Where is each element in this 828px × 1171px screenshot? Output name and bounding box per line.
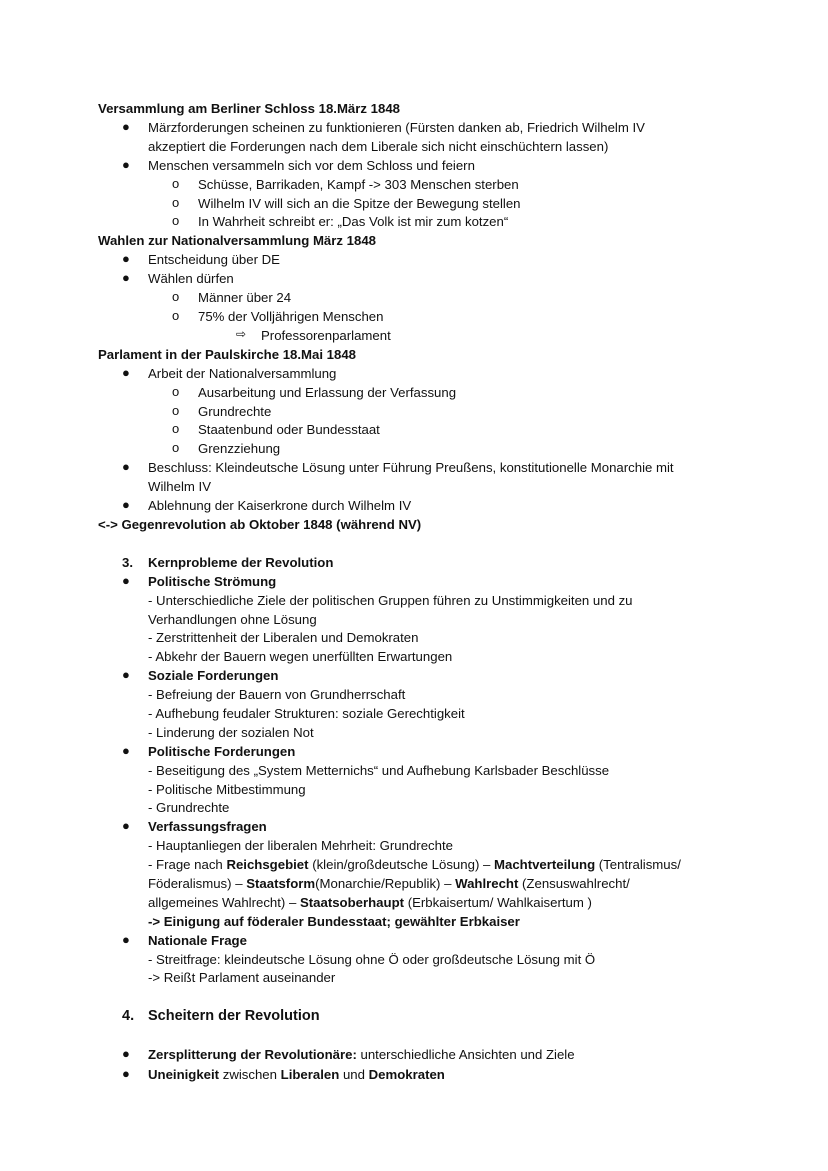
section-title: Kernprobleme der Revolution: [148, 555, 334, 570]
topic-line: - Frage nach Reichsgebiet (klein/großdeutsche Lösung) – Machtverteilung (Tentralismus/: [148, 857, 681, 872]
bullet-icon: ●: [122, 932, 130, 947]
topic-line: -> Reißt Parlament auseinander: [148, 970, 336, 985]
topic-title: Verfassungsfragen: [148, 819, 267, 834]
topic-line: - Zerstrittenheit der Liberalen und Demokraten: [148, 630, 419, 645]
bullet-icon: ●: [122, 270, 130, 285]
topic-title: Soziale Forderungen: [148, 668, 279, 683]
bullet-icon: ●: [122, 818, 130, 833]
section-heading: Versammlung am Berliner Schloss 18.März 1848: [98, 101, 400, 116]
section-heading: Wahlen zur Nationalversammlung März 1848: [98, 233, 376, 248]
circle-bullet-icon: o: [172, 176, 180, 191]
circle-bullet-icon: o: [172, 213, 180, 228]
list-item: Zersplitterung der Revolutionäre: unterschiedliche Ansichten und Ziele: [148, 1047, 575, 1062]
topic-line: - Befreiung der Bauern von Grundherrschaft: [148, 687, 406, 702]
topic-title: Nationale Frage: [148, 933, 247, 948]
topic-line: Föderalismus) – Staatsform(Monarchie/Republik) – Wahlrecht (Zensuswahlrecht/: [148, 876, 630, 891]
circle-bullet-icon: o: [172, 421, 180, 436]
topic-line: - Beseitigung des „System Metternichs“ und Aufhebung Karlsbader Beschlüsse: [148, 763, 610, 778]
circle-bullet-icon: o: [172, 195, 180, 210]
section-number: 3.: [122, 555, 133, 570]
bullet-icon: ●: [122, 497, 130, 512]
counter-revolution-heading: <-> Gegenrevolution ab Oktober 1848 (während NV): [98, 517, 422, 532]
list-item: Arbeit der Nationalversammlung: [148, 366, 337, 381]
sub-list-item: Grenzziehung: [198, 441, 281, 456]
section-heading: Parlament in der Paulskirche 18.Mai 1848: [98, 347, 357, 362]
circle-bullet-icon: o: [172, 403, 180, 418]
list-item-continuation: Wilhelm IV: [148, 479, 212, 494]
list-item: Uneinigkeit zwischen Liberalen und Demokraten: [148, 1067, 445, 1082]
topic-line: - Hauptanliegen der liberalen Mehrheit: Grundrechte: [148, 838, 453, 853]
topic-line: - Linderung der sozialen Not: [148, 725, 314, 740]
bullet-icon: ●: [122, 365, 130, 380]
bullet-icon: ●: [122, 459, 130, 474]
topic-line: - Politische Mitbestimmung: [148, 782, 306, 797]
bullet-icon: ●: [122, 157, 130, 172]
sub-list-item: 75% der Volljährigen Menschen: [198, 309, 384, 324]
sub-list-item: Männer über 24: [198, 290, 292, 305]
topic-line: - Grundrechte: [148, 800, 230, 815]
bullet-icon: ●: [122, 667, 130, 682]
topic-title: Politische Strömung: [148, 574, 277, 589]
sub-list-item: Schüsse, Barrikaden, Kampf -> 303 Menschen sterben: [198, 177, 519, 192]
topic-line: Verhandlungen ohne Lösung: [148, 612, 317, 627]
topic-conclusion: -> Einigung auf föderaler Bundesstaat; gewählter Erbkaiser: [148, 914, 520, 929]
sub-list-item: Wilhelm IV will sich an die Spitze der Bewegung stellen: [198, 196, 521, 211]
topic-line: allgemeines Wahlrecht) – Staatsoberhaupt (Erbkaisertum/ Wahlkaisertum ): [148, 895, 592, 910]
topic-title: Politische Forderungen: [148, 744, 296, 759]
bullet-icon: ●: [122, 743, 130, 758]
list-item: Märzforderungen scheinen zu funktionieren (Fürsten danken ab, Friedrich Wilhelm IV: [148, 120, 645, 135]
list-item: Wählen dürfen: [148, 271, 234, 286]
bullet-icon: ●: [122, 119, 130, 134]
section-number: 4.: [122, 1008, 135, 1024]
bullet-icon: ●: [122, 1066, 130, 1081]
list-item: Menschen versammeln sich vor dem Schloss und feiern: [148, 158, 475, 173]
topic-line: - Unterschiedliche Ziele der politischen Gruppen führen zu Unstimmigkeiten und zu: [148, 593, 633, 608]
topic-line: - Streitfrage: kleindeutsche Lösung ohne Ö oder großdeutsche Lösung mit Ö: [148, 952, 596, 967]
sub-list-item: Grundrechte: [198, 404, 272, 419]
bullet-icon: ●: [122, 1046, 130, 1061]
arrow-right-icon: ⇨: [236, 327, 247, 341]
topic-line: - Aufhebung feudaler Strukturen: soziale Gerechtigkeit: [148, 706, 465, 721]
arrow-item: Professorenparlament: [261, 328, 391, 343]
list-item: Entscheidung über DE: [148, 252, 280, 267]
section-title: Scheitern der Revolution: [148, 1008, 320, 1024]
list-item: Beschluss: Kleindeutsche Lösung unter Führung Preußens, konstitutionelle Monarchie mit: [148, 460, 674, 475]
circle-bullet-icon: o: [172, 308, 180, 323]
circle-bullet-icon: o: [172, 440, 180, 455]
sub-list-item: Ausarbeitung und Erlassung der Verfassung: [198, 385, 457, 400]
list-item: Ablehnung der Kaiserkrone durch Wilhelm IV: [148, 498, 412, 513]
circle-bullet-icon: o: [172, 384, 180, 399]
bullet-icon: ●: [122, 573, 130, 588]
list-item-continuation: akzeptiert die Forderungen nach dem Liberale sich nicht einschüchtern lassen): [148, 139, 609, 154]
sub-list-item: Staatenbund oder Bundesstaat: [198, 422, 380, 437]
circle-bullet-icon: o: [172, 289, 180, 304]
topic-line: - Abkehr der Bauern wegen unerfüllten Erwartungen: [148, 649, 453, 664]
sub-list-item: In Wahrheit schreibt er: „Das Volk ist mir zum kotzen“: [198, 214, 509, 229]
bullet-icon: ●: [122, 251, 130, 266]
